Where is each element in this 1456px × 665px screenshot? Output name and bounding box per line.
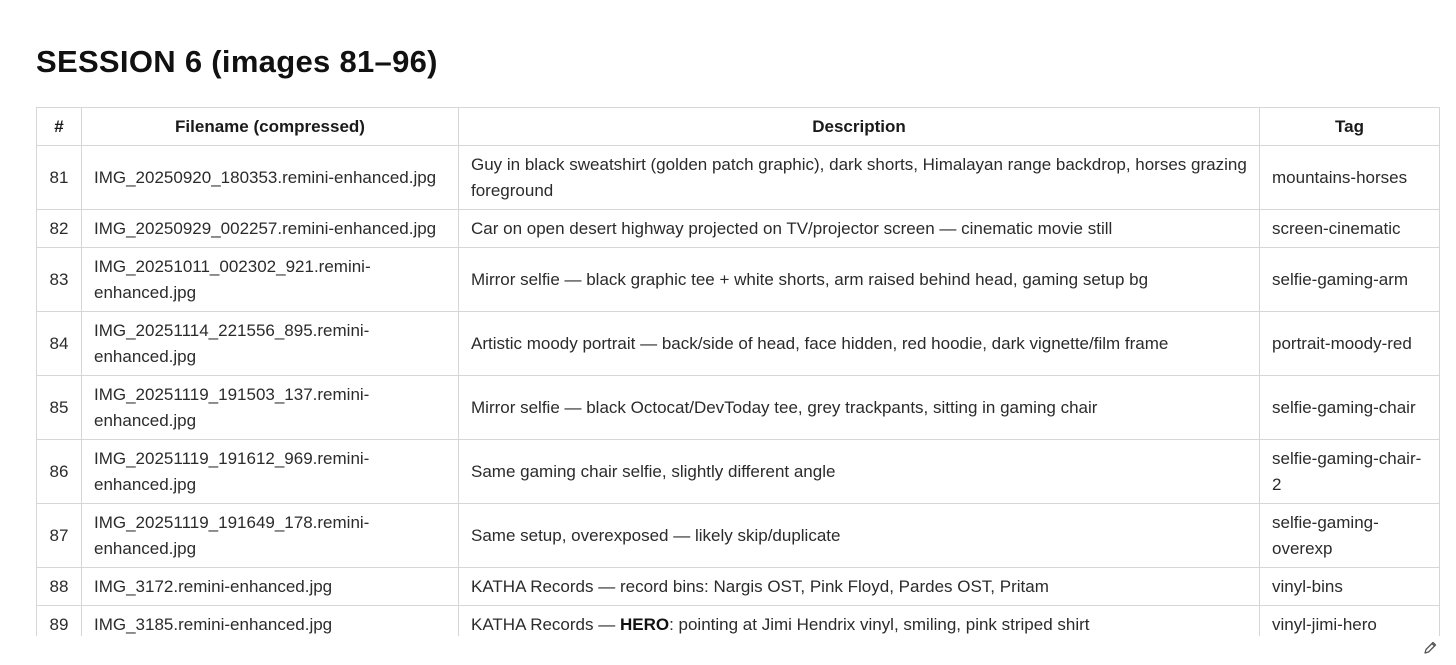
row-filename: IMG_20251119_191649_178.remini-enhanced.jpg xyxy=(82,504,459,568)
row-number: 87 xyxy=(37,504,82,568)
row-description: Guy in black sweatshirt (golden patch graphic), dark shorts, Himalayan range backdrop, horses grazing foreground xyxy=(459,146,1260,210)
row-number: 84 xyxy=(37,312,82,376)
row-description: Mirror selfie — black Octocat/DevToday tee, grey trackpants, sitting in gaming chair xyxy=(459,376,1260,440)
table-row xyxy=(37,568,1440,606)
row-tag: selfie-gaming-overexp xyxy=(1260,504,1440,568)
row-tag: vinyl-jimi-hero xyxy=(1260,606,1440,637)
row-tag: portrait-moody-red xyxy=(1260,312,1440,376)
row-filename: IMG_3172.remini-enhanced.jpg xyxy=(82,568,459,606)
row-number: 89 xyxy=(37,606,82,637)
row-number: 88 xyxy=(37,568,82,606)
row-description: Artistic moody portrait — back/side of head, face hidden, red hoodie, dark vignette/film frame xyxy=(459,312,1260,376)
row-filename: IMG_20250920_180353.remini-enhanced.jpg xyxy=(82,146,459,210)
image-table xyxy=(36,107,1440,636)
row-tag: selfie-gaming-arm xyxy=(1260,248,1440,312)
description-suffix: : pointing at Jimi Hendrix vinyl, smiling, pink striped shirt xyxy=(669,614,1090,634)
table-row xyxy=(37,504,1440,568)
description-prefix: KATHA Records — xyxy=(471,614,620,634)
column-header-description: Description xyxy=(459,108,1260,146)
column-header-tag: Tag xyxy=(1260,108,1440,146)
row-number: 85 xyxy=(37,376,82,440)
row-number: 81 xyxy=(37,146,82,210)
table-row xyxy=(37,248,1440,312)
row-description: Mirror selfie — black graphic tee + white shorts, arm raised behind head, gaming setup bg xyxy=(459,248,1260,312)
column-header-filename: Filename (compressed) xyxy=(82,108,459,146)
row-filename: IMG_20250929_002257.remini-enhanced.jpg xyxy=(82,210,459,248)
table-row xyxy=(37,312,1440,376)
pencil-icon[interactable] xyxy=(1422,640,1438,656)
row-tag: mountains-horses xyxy=(1260,146,1440,210)
row-filename: IMG_20251114_221556_895.remini-enhanced.jpg xyxy=(82,312,459,376)
row-description xyxy=(459,606,1260,637)
row-description: KATHA Records — record bins: Nargis OST, Pink Floyd, Pardes OST, Pritam xyxy=(459,568,1260,606)
row-filename: IMG_20251119_191612_969.remini-enhanced.jpg xyxy=(82,440,459,504)
row-filename: IMG_20251011_002302_921.remini-enhanced.jpg xyxy=(82,248,459,312)
table-row xyxy=(37,210,1440,248)
document-page xyxy=(36,0,1456,636)
hero-label: HERO xyxy=(619,614,670,634)
row-tag: vinyl-bins xyxy=(1260,568,1440,606)
column-header-number: # xyxy=(37,108,82,146)
session-title: SESSION 6 (images 81–96) xyxy=(36,44,438,79)
table-row xyxy=(37,606,1440,637)
row-description: Car on open desert highway projected on TV/projector screen — cinematic movie still xyxy=(459,210,1260,248)
table-row xyxy=(37,146,1440,210)
row-description: Same gaming chair selfie, slightly different angle xyxy=(459,440,1260,504)
row-number: 82 xyxy=(37,210,82,248)
row-number: 86 xyxy=(37,440,82,504)
row-tag: selfie-gaming-chair-2 xyxy=(1260,440,1440,504)
row-filename: IMG_20251119_191503_137.remini-enhanced.jpg xyxy=(82,376,459,440)
row-number: 83 xyxy=(37,248,82,312)
table-header-row xyxy=(37,108,1440,146)
table-row xyxy=(37,440,1440,504)
row-tag: screen-cinematic xyxy=(1260,210,1440,248)
row-filename: IMG_3185.remini-enhanced.jpg xyxy=(82,606,459,637)
row-description: Same setup, overexposed — likely skip/duplicate xyxy=(459,504,1260,568)
table-row xyxy=(37,376,1440,440)
row-tag: selfie-gaming-chair xyxy=(1260,376,1440,440)
